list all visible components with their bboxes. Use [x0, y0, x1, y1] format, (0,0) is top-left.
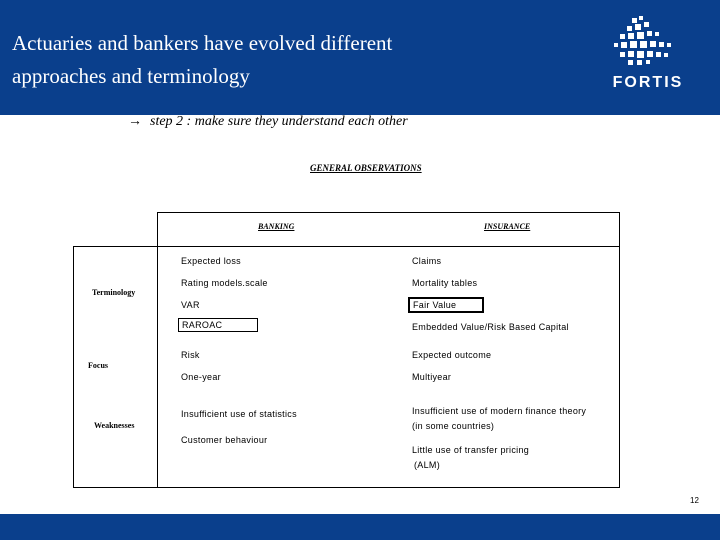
- table-left-border: [73, 246, 74, 488]
- insurance-term-1: Claims: [412, 256, 442, 266]
- banking-focus-2: One-year: [181, 372, 221, 382]
- arrow-icon: →: [128, 114, 142, 129]
- header-bar: [0, 0, 720, 115]
- footer-bar: [0, 514, 720, 540]
- insurance-term-4: Embedded Value/Risk Based Capital: [412, 322, 569, 332]
- table-col-divider-left: [157, 212, 158, 488]
- row-label-terminology: Terminology: [92, 288, 136, 297]
- row-label-focus: Focus: [88, 361, 108, 370]
- banking-weakness-1: Insufficient use of statistics: [181, 409, 297, 419]
- table-top-border: [157, 212, 620, 213]
- banking-term-2: Rating models.scale: [181, 278, 268, 288]
- banking-focus-1: Risk: [181, 350, 200, 360]
- banking-weakness-2: Customer behaviour: [181, 435, 268, 445]
- section-title: GENERAL OBSERVATIONS: [310, 163, 422, 173]
- insurance-term-2: Mortality tables: [412, 278, 478, 288]
- insurance-focus-1: Expected outcome: [412, 350, 492, 360]
- page-number: 12: [690, 496, 699, 505]
- table-header-divider: [73, 246, 620, 247]
- col-header-insurance: INSURANCE: [484, 222, 531, 231]
- step-line: [128, 114, 408, 130]
- table-bottom-border: [73, 487, 620, 488]
- slide-title: [12, 27, 432, 93]
- insurance-weakness-2: (in some countries): [412, 421, 495, 431]
- banking-term-1: Expected loss: [181, 256, 241, 266]
- banking-term-4: RAROAC: [178, 318, 258, 332]
- table-right-border: [619, 212, 620, 488]
- logo-text: FORTIS: [612, 74, 684, 91]
- col-header-banking: BANKING: [258, 222, 295, 231]
- insurance-focus-2: Multiyear: [412, 372, 452, 382]
- step-text: step 2 : make sure they understand each other: [150, 114, 408, 129]
- title-line-1: Actuaries and bankers have evolved different: [12, 31, 393, 55]
- row-label-weaknesses: Weaknesses: [94, 421, 135, 430]
- insurance-term-3: Fair Value: [408, 297, 484, 313]
- title-line-2: approaches and terminology: [12, 64, 250, 88]
- insurance-weakness-1: Insufficient use of modern finance theory: [412, 406, 587, 416]
- banking-term-3: VAR: [181, 300, 200, 310]
- insurance-weakness-4: (ALM): [414, 460, 440, 470]
- fortis-logo: [600, 14, 690, 100]
- insurance-weakness-3: Little use of transfer pricing: [412, 445, 530, 455]
